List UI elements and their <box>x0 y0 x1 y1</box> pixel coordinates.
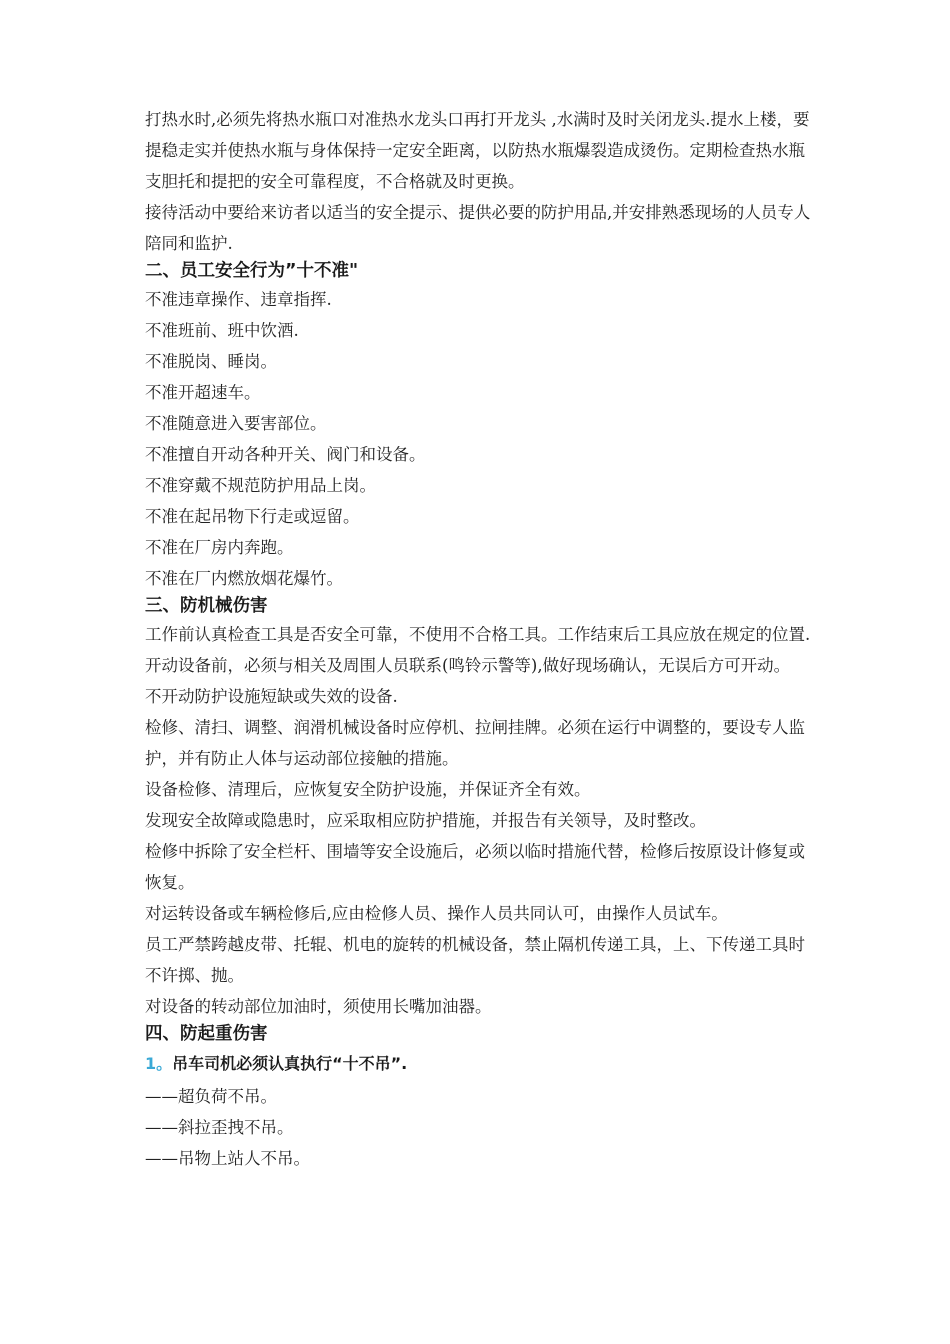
list-item: 检修、清扫、调整、润滑机械设备时应停机、拉闸挂牌。必须在运行中调整的，要设专人监护，并有防止人体与运动部位接触的措施。 <box>145 718 805 768</box>
list-item: 不准在厂房内奔跑。 <box>145 538 294 557</box>
intro-paragraph-visitors: 接待活动中要给来访者以适当的安全提示、提供必要的防护用品,并安排熟悉现场的人员专人陪同和监护. <box>145 203 811 253</box>
list-item: ——吊物上站人不吊。 <box>145 1149 310 1168</box>
section-heading-lifting-injury: 四、防起重伤害 <box>145 1024 268 1044</box>
document-body <box>145 104 817 1174</box>
list-item: 不准擅自开动各种开关、阀门和设备。 <box>145 445 426 464</box>
list-item: ——超负荷不吊。 <box>145 1087 277 1106</box>
list-item: 不准班前、班中饮酒. <box>145 321 299 340</box>
list-item: 不准开超速车。 <box>145 383 261 402</box>
section-heading-ten-prohibitions: 二、员工安全行为”十不准" <box>145 261 359 281</box>
section-mechanical-injury-list <box>145 619 817 1022</box>
subheading-text: 吊车司机必须认真执行“十不吊”. <box>172 1054 408 1073</box>
list-item: 工作前认真检查工具是否安全可靠，不使用不合格工具。工作结束后工具应放在规定的位置. <box>145 625 811 644</box>
list-item: 不准随意进入要害部位。 <box>145 414 327 433</box>
list-item: 发现安全故障或隐患时，应采取相应防护措施，并报告有关领导，及时整改。 <box>145 811 706 830</box>
subheading-crane-driver <box>145 1047 817 1081</box>
list-item: 不准穿戴不规范防护用品上岗。 <box>145 476 376 495</box>
list-item: 开动设备前，必须与相关及周围人员联系(鸣铃示警等),做好现场确认，无误后方可开动。 <box>145 656 791 675</box>
list-item: 对设备的转动部位加油时，须使用长嘴加油器。 <box>145 997 492 1016</box>
list-item: 不准在厂内燃放烟花爆竹。 <box>145 569 343 588</box>
list-item: 不准在起吊物下行走或逗留。 <box>145 507 360 526</box>
list-item: 不开动防护设施短缺或失效的设备. <box>145 687 398 706</box>
list-item: 不准脱岗、睡岗。 <box>145 352 277 371</box>
list-item: 不准违章操作、违章指挥. <box>145 290 332 309</box>
intro-paragraph-hot-water: 打热水时,必须先将热水瓶口对准热水龙头口再打开龙头 ,水满时及时关闭龙头.提水上楼，要提稳走实并使热水瓶与身体保持一定安全距离，以防热水瓶爆裂造成烫伤。定期检查热水瓶支胆托和提把的安全可靠程度，不合格就及时更换。 <box>145 110 810 191</box>
section-heading-mechanical-injury: 三、防机械伤害 <box>145 596 268 616</box>
list-item: 检修中拆除了安全栏杆、围墙等安全设施后，必须以临时措施代替，检修后按原设计修复或恢复。 <box>145 842 805 892</box>
section-lifting-list <box>145 1081 817 1174</box>
list-item: 对运转设备或车辆检修后,应由检修人员、操作人员共同认可，由操作人员试车。 <box>145 904 728 923</box>
section-ten-prohibitions-list <box>145 284 817 594</box>
list-number: 1。 <box>145 1054 173 1073</box>
list-item: 员工严禁跨越皮带、托辊、机电的旋转的机械设备，禁止隔机传递工具，上、下传递工具时不许掷、抛。 <box>145 935 805 985</box>
list-item: ——斜拉歪拽不吊。 <box>145 1118 294 1137</box>
list-item: 设备检修、清理后，应恢复安全防护设施，并保证齐全有效。 <box>145 780 591 799</box>
